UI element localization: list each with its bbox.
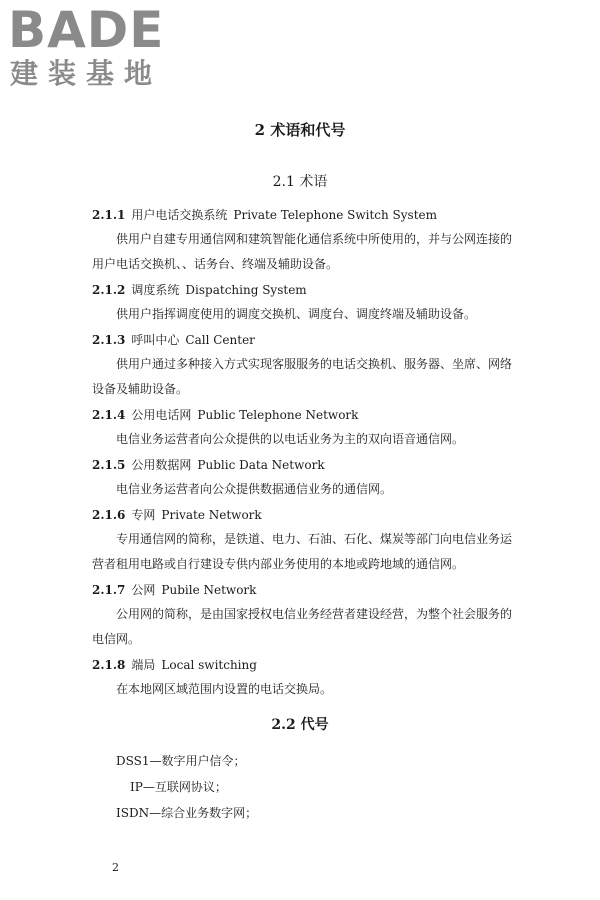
- term-chinese: 调度系统: [131, 283, 180, 297]
- term-english: Private Network: [161, 508, 262, 522]
- term-definition: 电信业务运营者向公众提供的以电话业务为主的双向语音通信网。: [116, 432, 465, 446]
- term-definition: 供用户自建专用通信网和建筑智能化通信系统中所使用的，并与公网连接的用户电话交换机、、话务台、终端及辅助设备。: [92, 232, 513, 271]
- logo: [8, 2, 178, 94]
- term-chinese: 端局: [131, 658, 156, 672]
- term-english: Dispatching System: [185, 283, 307, 297]
- term-chinese: 公网: [131, 583, 156, 597]
- logo-chinese-name: 建装基地: [10, 57, 163, 90]
- term-heading: [92, 456, 325, 474]
- term-number: 2.1.8: [92, 658, 126, 672]
- term-heading: [92, 406, 358, 424]
- term-definition: 公用网的简称，是由国家授权电信业务经营者建设经营，为整个社会服务的电信网。: [92, 607, 513, 646]
- chapter-title: 2 术语和代号: [254, 121, 346, 139]
- term-heading: [92, 656, 257, 674]
- term-chinese: 专网: [131, 508, 156, 522]
- term-english: Local switching: [161, 658, 257, 672]
- term-definition: 在本地网区域范围内设置的电话交换局。: [116, 682, 333, 696]
- term-number: 2.1.5: [92, 458, 126, 472]
- term-english: Private Telephone Switch System: [233, 208, 438, 222]
- page-number: 2: [112, 861, 119, 874]
- term-english: Pubile Network: [161, 583, 257, 597]
- logo-wordmark: BADE: [8, 1, 165, 59]
- term-heading: [92, 331, 255, 349]
- term-heading: [92, 206, 437, 224]
- term-number: 2.1.3: [92, 333, 126, 347]
- term-number: 2.1.2: [92, 283, 126, 297]
- term-definition: 供用户指挥调度使用的调度交换机、调度台、调度终端及辅助设备。: [116, 307, 477, 321]
- term-english: Call Center: [185, 333, 255, 347]
- term-heading: [92, 281, 307, 299]
- term-definition: 电信业务运营者向公众提供数据通信业务的通信网。: [116, 482, 393, 496]
- term-english: Public Telephone Network: [197, 408, 359, 422]
- term-number: 2.1.1: [92, 208, 126, 222]
- term-number: 2.1.7: [92, 583, 126, 597]
- term-number: 2.1.4: [92, 408, 126, 422]
- term-english: Public Data Network: [197, 458, 325, 472]
- section-title-terms: 2.1 术语: [272, 174, 328, 190]
- term-chinese: 公用电话网: [131, 408, 192, 422]
- term-chinese: 呼叫中心: [131, 333, 180, 347]
- term-chinese: 用户电话交换系统: [131, 208, 228, 222]
- code-item: DSS1—数字用户信令；: [116, 754, 246, 768]
- section-title-codes: 2.2 代号: [271, 717, 329, 733]
- term-chinese: 公用数据网: [131, 458, 192, 472]
- code-item: IP—互联网协议；: [130, 780, 227, 794]
- term-definition: 供用户通过多种接入方式实现客服服务的电话交换机、服务器、坐席、网络设备及辅助设备。: [92, 357, 513, 396]
- term-definition: 专用通信网的简称，是铁道、电力、石油、石化、煤炭等部门向电信业务运营者租用电路或自行建设专供内部业务使用的本地或跨地域的通信网。: [92, 532, 513, 571]
- term-heading: [92, 506, 262, 524]
- term-heading: [92, 581, 256, 599]
- term-number: 2.1.6: [92, 508, 126, 522]
- code-item: ISDN—综合业务数字网；: [116, 806, 258, 820]
